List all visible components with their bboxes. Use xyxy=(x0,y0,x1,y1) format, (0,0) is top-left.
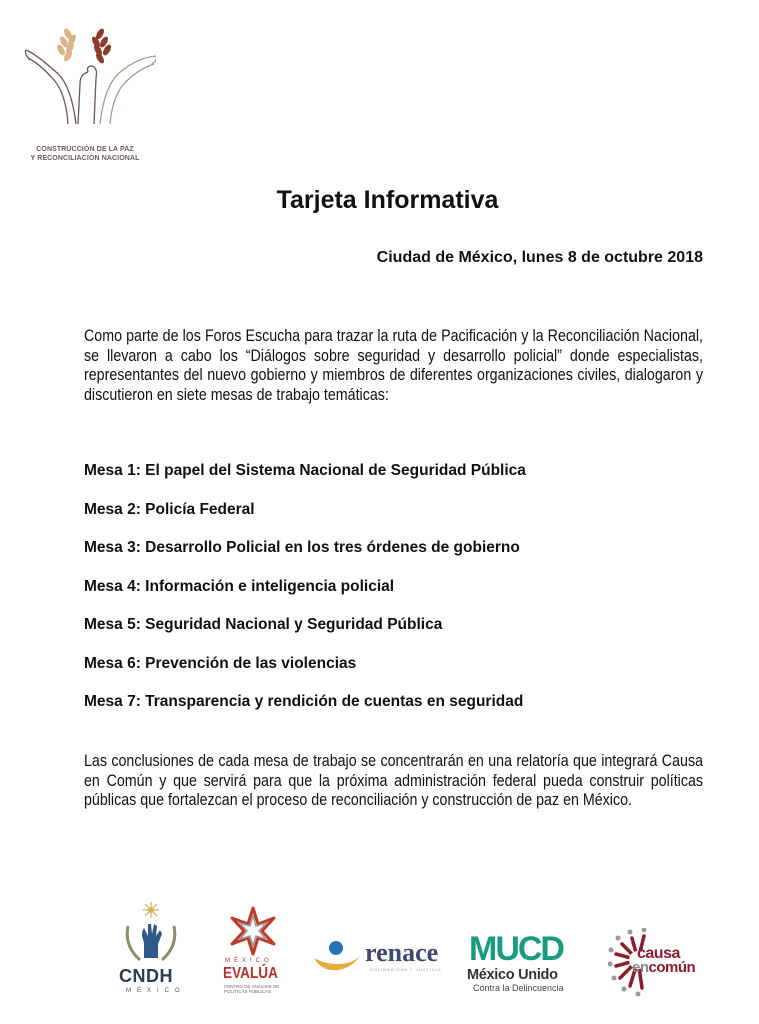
mucd-sub: Contra la Delincuencia xyxy=(473,983,564,993)
mesa-item: Mesa 1: El papel del Sistema Nacional de Seguridad Pública xyxy=(84,462,526,479)
mesa-item: Mesa 6: Prevención de las violencias xyxy=(84,654,357,672)
causa-en-comun-line2 xyxy=(632,959,695,976)
mexico-evalua-top: MÉXICO xyxy=(225,958,273,964)
mesa-item: Mesa 2: Policía Federal xyxy=(84,500,255,518)
mexico-evalua-sub: CENTRO DE ANÁLISIS DE POLÍTICAS PÚBLICAS xyxy=(224,984,280,994)
mexico-evalua-star-icon xyxy=(228,906,278,956)
cndh-sub: MÉXICO xyxy=(126,988,186,994)
renace-sub: SOLIDARIDAD Y JUSTICIA xyxy=(370,967,442,972)
logo-caption xyxy=(10,145,160,163)
intro-paragraph: Como parte de los Foros Escucha para trazar la ruta de Pacificación y la Reconciliación Nacional, se llevaron a cabo los “Diálogos sobre seguridad y desarrollo policial” donde especialistas, representantes del nuevo gobierno y miembros de diferentes organizaciones civiles, dialogaron y discutieron en siete mesas de trabajo temáticas: xyxy=(84,327,703,404)
causa-en-comun-comun: común xyxy=(648,959,696,976)
date-line: Ciudad de México, lunes 8 de octubre 2018 xyxy=(376,249,703,266)
document-title-text: Tarjeta Informativa xyxy=(276,186,499,214)
mesas-list xyxy=(84,461,526,731)
logo-caption-line-1: CONSTRUCCIÓN DE LA PAZ xyxy=(36,146,134,153)
mesa-item: Mesa 7: Transparencia y rendición de cuentas en seguridad xyxy=(84,693,524,710)
hands-wheat-icon xyxy=(16,14,156,139)
mucd-acronym: MUCD xyxy=(469,930,563,968)
causa-en-comun-en: en xyxy=(632,959,649,976)
renace-name: renace xyxy=(365,938,439,967)
cndh-name: CNDH xyxy=(119,966,173,986)
cndh-emblem-icon xyxy=(118,900,184,966)
mesa-item: Mesa 5: Seguridad Nacional y Seguridad Pública xyxy=(84,616,443,633)
mesa-item: Mesa 4: Información e inteligencia policial xyxy=(84,577,395,595)
renace-emblem-icon xyxy=(312,938,362,978)
mesa-item: Mesa 3: Desarrollo Policial en los tres órdenes de gobierno xyxy=(84,539,520,556)
logo-caption-line-2: Y RECONCILIACIÓN NACIONAL xyxy=(30,155,140,162)
mexico-evalua-name: EVALÚA xyxy=(223,965,278,982)
construccion-paz-logo xyxy=(10,14,160,164)
mucd-name: México Unido xyxy=(467,967,558,983)
document-title xyxy=(0,186,759,215)
causa-en-comun-line1: causa xyxy=(637,945,680,962)
closing-paragraph: Las conclusiones de cada mesa de trabajo se concentrarán en una relatoría que integrará Causa en Común y que servirá para que la próxima administración federal pueda construir políticas públicas que fortalezcan el proceso de reconciliación y construcción de paz en México. xyxy=(84,752,703,810)
